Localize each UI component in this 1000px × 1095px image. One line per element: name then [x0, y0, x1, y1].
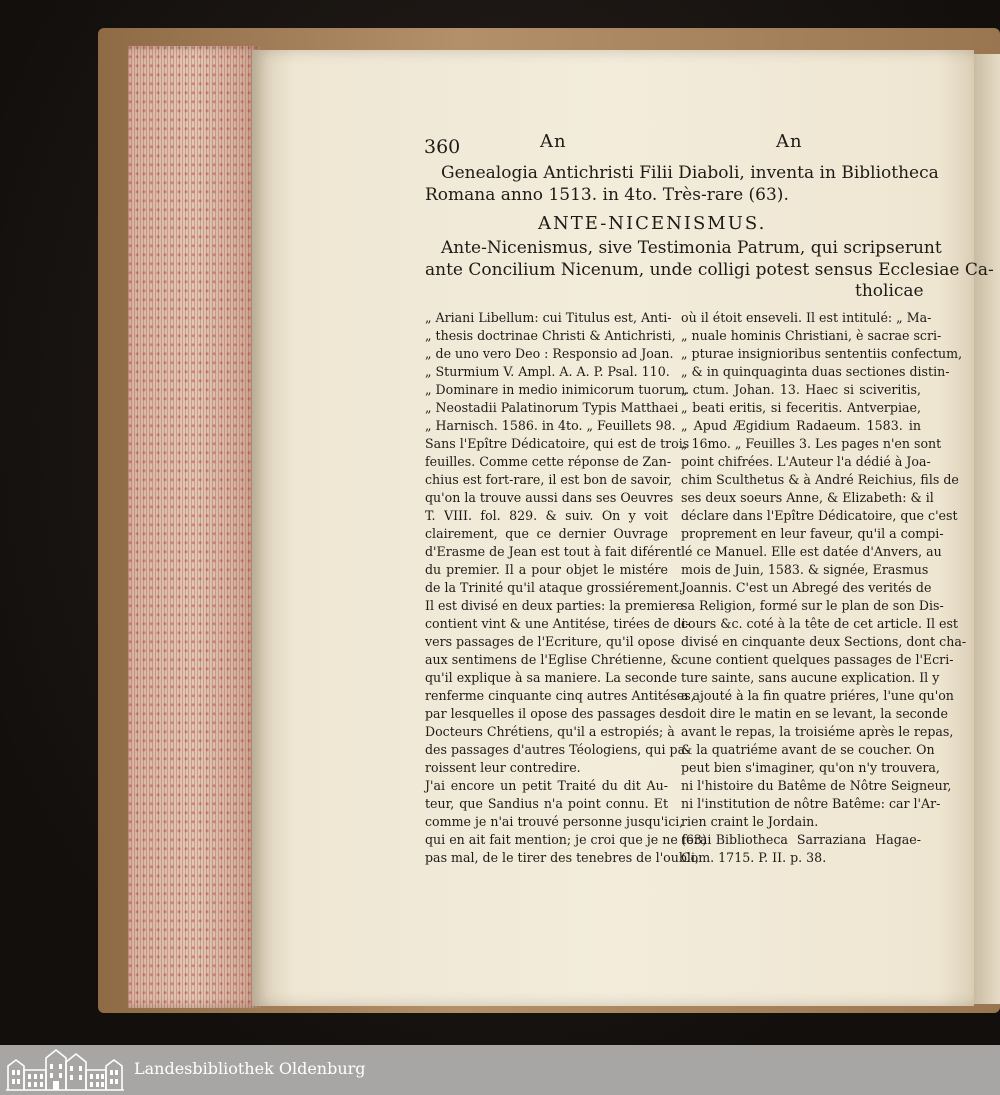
text-line: roissent leur contredire.	[425, 760, 581, 775]
text-line: „ Neostadii Palatinorum Typis Matthaei	[425, 400, 679, 415]
text-line: qu'il explique à sa maniere. La seconde	[425, 670, 678, 685]
text-line: point chifrées. L'Auteur l'a dédié à Joa-	[681, 454, 931, 469]
text-line: peut bien s'imaginer, qu'on n'y trouvera,	[681, 760, 940, 775]
text-line: de la Trinité qu'il ataque grossiérement.	[425, 580, 683, 595]
text-line: feuilles. Comme cette réponse de Zan-	[425, 454, 672, 469]
section-title: ANTE-NICENISMUS.	[538, 213, 767, 234]
text-line: comme je n'ai trouvé personne jusqu'ici,	[425, 814, 684, 829]
text-line: proprement en leur faveur, qu'il a compi-	[681, 526, 944, 541]
text-line: pas mal, de le tirer des tenebres de l'oubli,	[425, 850, 699, 865]
text-line: avant le repas, la troisiéme après le repas,	[681, 724, 954, 739]
text-line: (63) Bibliotheca Sarraziana Hagae-	[681, 832, 921, 847]
text-line: „ 16mo. „ Feuilles 3. Les pages n'en sont	[681, 436, 942, 451]
library-building-icon	[6, 1048, 124, 1092]
text-line: rien craint le Jordain.	[681, 814, 819, 829]
text-line: „ Ariani Libellum: cui Titulus est, Anti-	[425, 310, 672, 325]
text-line: & la quatriéme avant de se coucher. On	[681, 742, 935, 757]
text-line: „ de uno vero Deo : Responsio ad Joan.	[425, 346, 674, 361]
text-line: a ajouté à la fin quatre priéres, l'une qu'on	[681, 688, 954, 703]
text-line: mois de Juin, 1583. & signée, Erasmus	[681, 562, 929, 577]
text-line: J'ai encore un petit Traité du dit Au-	[425, 778, 668, 793]
text-line: lé ce Manuel. Elle est datée d'Anvers, au	[681, 544, 942, 559]
text-line: „ Harnisch. 1586. in 4to. „ Feuillets 98.	[425, 418, 676, 433]
text-line: Sans l'Epître Dédicatoire, qui est de trois	[425, 436, 690, 451]
text-line: teur, que Sandius n'a point connu. Et	[425, 796, 668, 811]
library-name: Landesbibliothek Oldenburg	[134, 1059, 366, 1078]
page-edges	[128, 46, 260, 1008]
text-line: „ & in quinquaginta duas sectiones distin-	[681, 364, 950, 379]
adjacent-page-edge	[974, 54, 1000, 1004]
text-line: où il étoit enseveli. Il est intitulé: „ Ma-	[681, 310, 932, 325]
intro-line: ante Concilium Nicenum, unde colligi potest sensus Ecclesiae Ca-	[425, 260, 994, 280]
text-line: Com. 1715. P. II. p. 38.	[681, 850, 827, 865]
text-line: clairement, que ce dernier Ouvrage	[425, 526, 668, 541]
text-line: qui en ait fait mention; je croi que je ne ferai	[425, 832, 712, 847]
text-line: Docteurs Chrétiens, qu'il a estropiés; à	[425, 724, 675, 739]
intro-line: tholicae	[855, 281, 924, 301]
text-line: déclare dans l'Epître Dédicatoire, que c'est	[681, 508, 958, 523]
left-text-column	[425, 309, 712, 867]
text-line: „ thesis doctrinae Christi & Antichristi,	[425, 328, 676, 343]
text-line: vers passages de l'Ecriture, qu'il opose	[425, 634, 675, 649]
text-line: T. VIII. fol. 829. & suiv. On y voit	[425, 508, 668, 523]
text-line: ni l'institution de nôtre Batême: car l'Ar-	[681, 796, 941, 811]
text-line: qu'on la trouve aussi dans ses Oeuvres	[425, 490, 674, 505]
page-number: 360	[424, 136, 461, 158]
text-line: ni l'histoire du Batême de Nôtre Seigneur,	[681, 778, 952, 793]
text-line: Il est divisé en deux parties: la premiere	[425, 598, 684, 613]
entry-line: Romana anno 1513. in 4to. Très-rare (63).	[425, 185, 789, 205]
text-line: „ Apud Ægidium Radaeum. 1583. in	[681, 418, 921, 433]
text-line: des passages d'autres Téologiens, qui pa-	[425, 742, 690, 757]
text-line: „ ctum. Johan. 13. Haec si sciveritis,	[681, 382, 921, 397]
text-line: „ Dominare in medio inimicorum tuorum.	[425, 382, 690, 397]
text-line: sa Religion, formé sur le plan de son Dis-	[681, 598, 944, 613]
right-text-column	[681, 309, 967, 867]
running-head-left: An	[540, 131, 567, 152]
text-line: d'Erasme de Jean est tout à fait diférent	[425, 544, 682, 559]
text-line: cune contient quelques passages de l'Ecri-	[681, 652, 954, 667]
text-line: Joannis. C'est un Abregé des verités de	[681, 580, 932, 595]
text-line: ture sainte, sans aucune explication. Il y	[681, 670, 940, 685]
entry-line: Genealogia Antichristi Filii Diaboli, inventa in Bibliotheca	[441, 163, 939, 183]
text-line: du premier. Il a pour objet le mistére	[425, 562, 668, 577]
text-line: chius est fort-rare, il est bon de savoir,	[425, 472, 672, 487]
text-line: doit dire le matin en se levant, la seconde	[681, 706, 948, 721]
text-line: contient vint & une Antitése, tirées de di-	[425, 616, 690, 631]
text-line: „ beati eritis, si feceritis. Antverpiae,	[681, 400, 921, 415]
text-line: „ nuale hominis Christiani, è sacrae scri-	[681, 328, 942, 343]
text-line: par lesquelles il opose des passages des	[425, 706, 682, 721]
text-line: „ Sturmium V. Ampl. A. A. P. Psal. 110.	[425, 364, 670, 379]
text-line: ses deux soeurs Anne, & Elizabeth: & il	[681, 490, 934, 505]
text-line: cours &c. coté à la tête de cet article. Il est	[681, 616, 958, 631]
text-line: „ pturae insignioribus sententiis confectum,	[681, 346, 963, 361]
text-line: divisé en cinquante deux Sections, dont cha-	[681, 634, 967, 649]
text-line: chim Sculthetus & à André Reichius, fils de	[681, 472, 959, 487]
text-line: aux sentimens de l'Eglise Chrétienne, &	[425, 652, 682, 667]
intro-line: Ante-Nicenismus, sive Testimonia Patrum, qui scripserunt	[441, 238, 942, 258]
running-head-right: An	[776, 131, 803, 152]
footer-bar	[0, 1045, 1000, 1095]
text-line: renferme cinquante cinq autres Antitéses,	[425, 688, 695, 703]
